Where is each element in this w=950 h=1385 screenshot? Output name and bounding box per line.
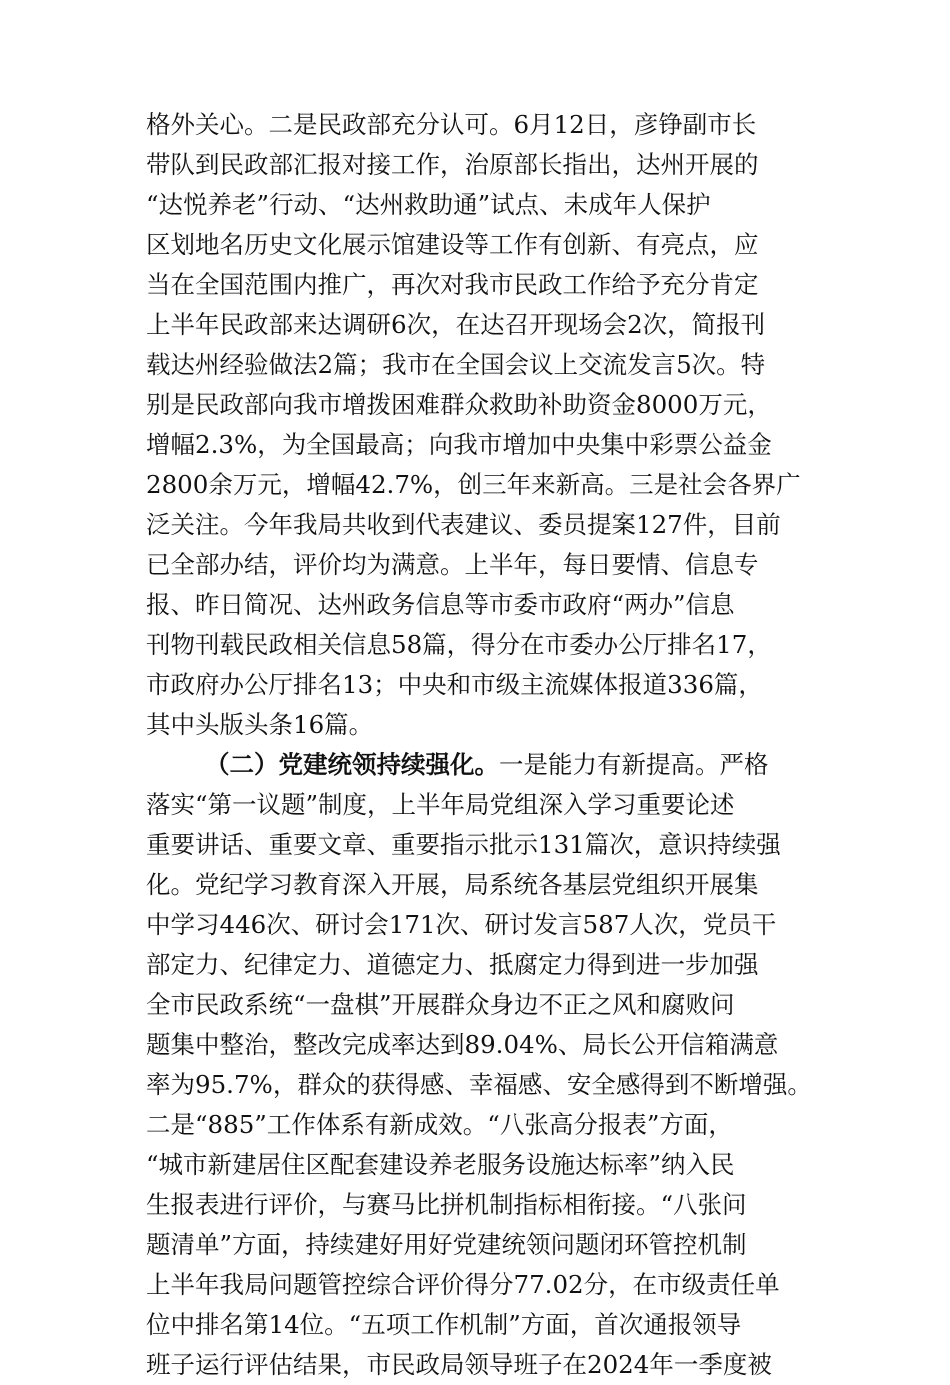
section-heading: （二）党建统领持续强化。 xyxy=(205,750,499,779)
text-line: 班子运行评估结果，市民政局领导班子在2024年一季度被 xyxy=(146,1350,772,1379)
section-heading-line xyxy=(146,745,846,785)
text-line: 位中排名第14位。“五项工作机制”方面，首次通报领导 xyxy=(146,1310,742,1339)
text-line: 率为95.7%，群众的获得感、幸福感、安全感得到不断增强。 xyxy=(146,1070,812,1099)
text-line: 全市民政系统“一盘棋”开展群众身边不正之风和腐败问 xyxy=(146,990,735,1019)
text-line: 重要讲话、重要文章、重要指示批示131篇次，意识持续强 xyxy=(146,830,781,859)
text-line: 上半年民政部来达调研6次，在达召开现场会2次，简报刊 xyxy=(146,310,766,339)
text-line: “达悦养老”行动、“达州救助通”试点、未成年人保护 xyxy=(146,190,711,219)
text-line: 部定力、纪律定力、道德定力、抵腐定力得到进一步加强 xyxy=(146,950,759,979)
paragraph-civil-affairs-recognition xyxy=(146,105,846,745)
paragraph-party-building xyxy=(146,785,846,1385)
text-line: 市政府办公厅排名13；中央和市级主流媒体报道336篇， xyxy=(146,670,763,699)
text-line: 化。党纪学习教育深入开展，局系统各基层党组织开展集 xyxy=(146,870,759,899)
text-line: 区划地名历史文化展示馆建设等工作有创新、有亮点，应 xyxy=(146,230,759,259)
text-line: 带队到民政部汇报对接工作，治原部长指出，达州开展的 xyxy=(146,150,759,179)
text-line: 增幅2.3%，为全国最高；向我市增加中央集中彩票公益金 xyxy=(146,430,772,459)
text-line: 其中头版头条16篇。 xyxy=(146,710,374,739)
text-line: “城市新建居住区配套建设养老服务设施达标率”纳入民 xyxy=(146,1150,735,1179)
text-line: 生报表进行评价，与赛马比拼机制指标相衔接。“八张问 xyxy=(146,1190,747,1219)
text-line: 二是“885”工作体系有新成效。“八张高分报表”方面， xyxy=(146,1110,733,1139)
text-line: 2800余万元，增幅42.7%，创三年来新高。三是社会各界广 xyxy=(146,470,801,499)
text-line: 刊物刊载民政相关信息58篇，得分在市委办公厅排名17， xyxy=(146,630,772,659)
text-line: 上半年我局问题管控综合评价得分77.02分，在市级责任单 xyxy=(146,1270,780,1299)
body-text xyxy=(146,105,846,1385)
text-line: 已全部办结，评价均为满意。上半年，每日要情、信息专 xyxy=(146,550,759,579)
section-heading-continuation: 一是能力有新提高。严格 xyxy=(499,750,769,779)
text-line: 格外关心。二是民政部充分认可。6月12日，彦铮副市长 xyxy=(146,110,757,139)
text-line: 泛关注。今年我局共收到代表建议、委员提案127件，目前 xyxy=(146,510,781,539)
text-line: 落实“第一议题”制度，上半年局党组深入学习重要论述 xyxy=(146,790,735,819)
text-line: 题集中整治，整改完成率达到89.04%、局长公开信箱满意 xyxy=(146,1030,779,1059)
text-line: 载达州经验做法2篇；我市在全国会议上交流发言5次。特 xyxy=(146,350,766,379)
text-line: 题清单”方面，持续建好用好党建统领问题闭环管控机制 xyxy=(146,1230,747,1259)
text-line: 报、昨日简况、达州政务信息等市委市政府“两办”信息 xyxy=(146,590,735,619)
text-line: 别是民政部向我市增拨困难群众救助补助资金8000万元， xyxy=(146,390,772,419)
text-line: 当在全国范围内推广，再次对我市民政工作给予充分肯定 xyxy=(146,270,759,299)
text-line: 中学习446次、研讨会171次、研讨发言587人次，党员干 xyxy=(146,910,777,939)
